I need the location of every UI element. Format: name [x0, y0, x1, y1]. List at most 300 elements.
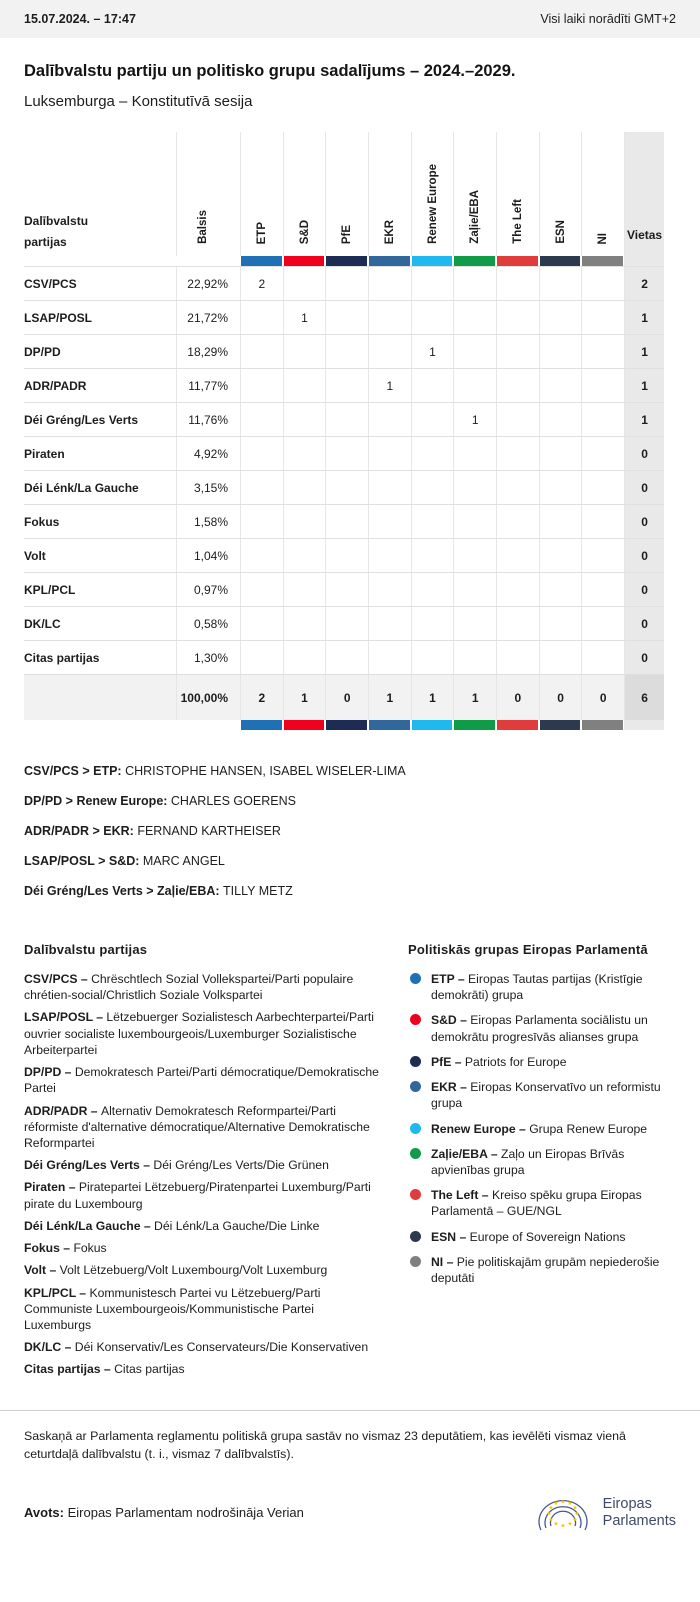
table-row	[24, 640, 664, 674]
strip-spacer	[24, 256, 176, 266]
ep-logo-line2: Parlaments	[602, 1512, 676, 1529]
party-legend	[24, 942, 382, 1384]
group-seats-cell	[240, 505, 283, 538]
group-seats-cell	[240, 573, 283, 606]
footer-divider	[0, 1410, 700, 1411]
group-color-strip	[411, 720, 454, 730]
group-color-strip-bar	[369, 720, 410, 730]
group-color-dot	[410, 1189, 421, 1200]
total-group-cell: 1	[283, 675, 326, 720]
group-color-strip-bar	[241, 720, 282, 730]
group-seats-cell	[453, 505, 496, 538]
seats-cell: 1	[624, 403, 664, 436]
table-row	[24, 504, 664, 538]
group-seats-cell	[581, 539, 624, 572]
party-legend-name: Fokus –	[24, 1241, 74, 1256]
votes-cell: 0,97%	[176, 573, 240, 606]
total-group-cell: 2	[240, 675, 283, 720]
seats-cell: 0	[624, 641, 664, 674]
party-column-header	[24, 132, 176, 256]
group-seats-cell	[496, 437, 539, 470]
group-seats-cell	[411, 641, 454, 674]
group-seats-cell	[240, 607, 283, 640]
group-seats-cell	[453, 471, 496, 504]
group-seats-cell	[325, 437, 368, 470]
group-seats-cell	[581, 403, 624, 436]
group-seats-cell: 1	[453, 403, 496, 436]
group-legend-item	[408, 971, 676, 1003]
party-name-cell: Déi Lénk/La Gauche	[24, 480, 139, 495]
group-seats-cell	[283, 369, 326, 402]
legends-section	[24, 942, 676, 1384]
group-seats-cell	[368, 539, 411, 572]
party-legend-name: ADR/PADR –	[24, 1103, 101, 1118]
group-column-header-label: EKR	[383, 219, 396, 244]
page-title: Dalībvalstu partiju un politisko grupu sadalījums – 2024.–2029.	[24, 62, 516, 80]
topbar	[0, 0, 700, 38]
group-seats-cell	[539, 437, 582, 470]
total-group-cell: 1	[453, 675, 496, 720]
group-seats-cell	[325, 505, 368, 538]
group-seats-cell	[496, 403, 539, 436]
group-seats-cell	[453, 539, 496, 572]
group-legend-item	[408, 1012, 676, 1044]
party-legend-item	[24, 1285, 382, 1334]
total-group-cell: 1	[368, 675, 411, 720]
group-column-header	[325, 132, 368, 256]
mep-names: MARC ANGEL	[142, 854, 225, 868]
seats-cell: 0	[624, 471, 664, 504]
votes-cell: 0,58%	[176, 607, 240, 640]
votes-cell: 11,76%	[176, 403, 240, 436]
party-legend-desc: Piratepartei Lëtzebuerg/Piratenpartei Luxemburg/Parti pirate du Luxembourg	[24, 1180, 371, 1211]
group-seats-cell	[539, 539, 582, 572]
group-seats-cell	[411, 471, 454, 504]
group-color-strip-bar	[454, 256, 495, 266]
group-seats-cell	[453, 437, 496, 470]
group-seats-cell	[411, 539, 454, 572]
group-seats-cell	[539, 403, 582, 436]
svg-text:★: ★	[573, 1510, 580, 1518]
total-group-cell: 0	[325, 675, 368, 720]
group-legend-item	[408, 1187, 676, 1219]
group-column-header-label: NI	[597, 232, 610, 244]
group-legend	[408, 942, 676, 1384]
group-seats-cell	[539, 369, 582, 402]
party-legend-name: KPL/PCL –	[24, 1285, 90, 1300]
group-seats-cell	[325, 471, 368, 504]
group-seats-cell	[368, 573, 411, 606]
total-group-cell: 0	[581, 675, 624, 720]
party-name-cell: Piraten	[24, 446, 65, 461]
group-seats-cell	[411, 267, 454, 300]
strip-spacer-seats	[624, 720, 664, 730]
group-seats-cell: 2	[240, 267, 283, 300]
group-seats-cell	[283, 641, 326, 674]
group-seats-cell	[496, 267, 539, 300]
svg-text:★: ★	[566, 1520, 573, 1528]
group-color-dot	[410, 1256, 421, 1267]
group-seats-cell	[539, 607, 582, 640]
footnote: Saskaņā ar Parlamenta reglamentu politiskā grupa sastāv no vismaz 23 deputātiem, kas ievēlēti vismaz vienā ceturtdaļā dalībvalstu (t. i., vismaz 7 dalībvalstīs).	[24, 1428, 626, 1462]
votes-cell: 1,58%	[176, 505, 240, 538]
strip-spacer	[24, 720, 176, 730]
group-seats-cell	[453, 607, 496, 640]
party-legend-item	[24, 1361, 382, 1377]
seats-cell: 0	[624, 505, 664, 538]
total-seats-cell: 6	[624, 675, 664, 720]
group-seats-cell	[325, 301, 368, 334]
group-legend-name: NI –	[431, 1254, 457, 1269]
table-row	[24, 436, 664, 470]
mep-names: FERNAND KARTHEISER	[137, 824, 281, 838]
group-seats-cell	[240, 369, 283, 402]
group-color-strip	[581, 720, 624, 730]
group-column-header	[581, 132, 624, 256]
party-name-cell: Déi Gréng/Les Verts	[24, 412, 139, 427]
total-group-cell: 1	[411, 675, 454, 720]
svg-text:★: ★	[572, 1516, 578, 1524]
group-seats-cell	[325, 607, 368, 640]
group-seats-cell	[325, 573, 368, 606]
seats-cell: 1	[624, 335, 664, 368]
votes-cell: 1,30%	[176, 641, 240, 674]
seats-cell: 2	[624, 267, 664, 300]
party-name-cell: CSV/PCS	[24, 276, 77, 291]
seats-cell: 1	[624, 301, 664, 334]
group-color-strip-bar	[326, 720, 367, 730]
votes-cell: 21,72%	[176, 301, 240, 334]
group-seats-cell	[368, 437, 411, 470]
group-seats-cell	[453, 641, 496, 674]
group-column-header	[539, 132, 582, 256]
mep-names: TILLY METZ	[223, 884, 293, 898]
party-legend-item	[24, 1179, 382, 1211]
party-legend-name: Piraten –	[24, 1180, 79, 1195]
votes-column-header	[176, 132, 240, 256]
group-column-header	[411, 132, 454, 256]
group-seats-cell	[283, 539, 326, 572]
ep-logo-text	[603, 1496, 676, 1529]
group-seats-cell	[581, 335, 624, 368]
group-column-header-label: The Left	[511, 199, 524, 244]
group-seats-cell	[411, 301, 454, 334]
group-seats-cell	[283, 267, 326, 300]
table-row	[24, 368, 664, 402]
group-legend-name: Zaļie/EBA –	[431, 1146, 501, 1161]
group-color-strip	[325, 720, 368, 730]
party-legend-item	[24, 1218, 382, 1234]
party-legend-name: LSAP/POSL –	[24, 1010, 107, 1025]
table-row	[24, 470, 664, 504]
table-total-row	[24, 674, 664, 720]
group-seats-cell	[496, 573, 539, 606]
group-color-dot	[410, 1081, 421, 1092]
total-group-cell: 0	[539, 675, 582, 720]
group-color-strip-bar	[412, 720, 453, 730]
table-row	[24, 572, 664, 606]
group-color-strip-bar	[540, 256, 581, 266]
svg-text:★: ★	[552, 1520, 559, 1528]
party-legend-name: Déi Gréng/Les Verts –	[24, 1158, 154, 1173]
group-legend-name: ESN –	[431, 1229, 470, 1244]
party-legend-desc: Chrëschtlech Sozial Vollekspartei/Parti populaire chrétien-social/Christlich Soziale Volkspartei	[24, 972, 354, 1003]
party-legend-desc: Lëtzebuerger Sozialistesch Aarbechterpartei/Parti ouvrier socialiste luxembourgeois/Luxemburger Sozialistische Arbeiterpartei	[24, 1010, 375, 1057]
ep-stars-icon	[531, 1490, 595, 1536]
results-table	[24, 132, 664, 730]
mep-line	[24, 824, 676, 838]
table-row	[24, 334, 664, 368]
group-seats-cell	[581, 301, 624, 334]
group-seats-cell	[496, 641, 539, 674]
group-color-strip-bar	[369, 256, 410, 266]
group-seats-cell	[581, 267, 624, 300]
seats-cell: 0	[624, 607, 664, 640]
table-header-row	[24, 132, 664, 256]
group-color-strip-bar	[412, 256, 453, 266]
party-legend-name: Citas partijas –	[24, 1362, 115, 1377]
party-name-cell: DK/LC	[24, 616, 61, 631]
seats-cell: 1	[624, 369, 664, 402]
strip-spacer	[176, 720, 240, 730]
group-seats-cell	[368, 267, 411, 300]
party-name-cell: DP/PD	[24, 344, 61, 359]
mep-line	[24, 794, 676, 808]
mep-mapping-label: CSV/PCS > ETP:	[24, 764, 126, 778]
group-color-strip-row-bottom	[24, 720, 664, 730]
total-votes-cell: 100,00%	[176, 675, 240, 720]
ep-logo-line1: Eiropas	[602, 1496, 652, 1513]
group-seats-cell	[496, 505, 539, 538]
group-seats-cell	[240, 437, 283, 470]
group-color-strip	[368, 720, 411, 730]
group-seats-cell	[368, 335, 411, 368]
total-party-cell	[24, 675, 176, 720]
group-color-dot	[410, 1014, 421, 1025]
group-color-strip	[539, 256, 582, 266]
group-legend-desc: Patriots for Europe	[464, 1054, 567, 1069]
group-seats-cell	[411, 505, 454, 538]
group-color-dot	[410, 1148, 421, 1159]
group-seats-cell	[368, 301, 411, 334]
group-color-dot	[410, 973, 421, 984]
seats-cell: 0	[624, 573, 664, 606]
group-seats-cell	[283, 505, 326, 538]
group-seats-cell	[581, 573, 624, 606]
group-seats-cell	[411, 607, 454, 640]
group-seats-cell	[325, 267, 368, 300]
group-seats-cell	[411, 437, 454, 470]
mep-line	[24, 854, 676, 868]
group-legend-desc: Zaļo un Eiropas Brīvās apvienības grupa	[431, 1146, 625, 1177]
group-seats-cell	[581, 607, 624, 640]
mep-mapping-label: ADR/PADR > EKR:	[24, 824, 138, 838]
votes-cell: 4,92%	[176, 437, 240, 470]
party-legend-desc: Alternativ Demokratesch Reformpartei/Parti réformiste d'alternative démocratique/Alternative Demokratische Reformpartei	[24, 1103, 370, 1150]
total-group-cell: 0	[496, 675, 539, 720]
group-seats-cell	[539, 641, 582, 674]
party-name-cell: Fokus	[24, 514, 60, 529]
group-color-strip-bar	[284, 256, 325, 266]
party-name-cell: ADR/PADR	[24, 378, 87, 393]
group-seats-cell	[368, 641, 411, 674]
group-legend-item	[408, 1146, 676, 1178]
svg-text:★: ★	[545, 1510, 552, 1518]
group-seats-cell	[283, 403, 326, 436]
group-column-header-label: PfE	[341, 224, 354, 244]
table-row	[24, 300, 664, 334]
group-legend-heading: Politiskās grupas Eiropas Parlamentā	[408, 942, 648, 957]
group-column-header	[496, 132, 539, 256]
group-legend-item	[408, 1054, 676, 1070]
seats-column-header: Vietas	[624, 132, 664, 256]
source-line	[24, 1505, 304, 1520]
votes-cell: 11,77%	[176, 369, 240, 402]
group-seats-cell	[283, 335, 326, 368]
party-legend-item	[24, 1240, 382, 1256]
votes-cell: 18,29%	[176, 335, 240, 368]
group-seats-cell	[539, 301, 582, 334]
party-name-cell: Citas partijas	[24, 650, 100, 665]
group-legend-desc: Eiropas Konservatīvo un reformistu grupa	[431, 1080, 661, 1111]
group-column-header	[453, 132, 496, 256]
group-seats-cell	[325, 369, 368, 402]
group-color-strip	[240, 256, 283, 266]
mep-names: CHRISTOPHE HANSEN, ISABEL WISELER-LIMA	[125, 764, 406, 778]
group-color-strip	[581, 256, 624, 266]
group-legend-item	[408, 1121, 676, 1137]
group-seats-cell	[581, 369, 624, 402]
group-legend-desc: Pie politiskajām grupām nepiederošie deputāti	[431, 1254, 660, 1286]
group-column-header	[283, 132, 326, 256]
group-seats-cell	[240, 539, 283, 572]
table-row	[24, 266, 664, 300]
group-color-strip	[496, 720, 539, 730]
svg-text:★: ★	[559, 1522, 566, 1530]
group-seats-cell	[581, 505, 624, 538]
group-seats-cell	[240, 471, 283, 504]
group-color-strip	[411, 256, 454, 266]
group-seats-cell	[581, 471, 624, 504]
group-seats-cell	[496, 369, 539, 402]
group-seats-cell	[325, 403, 368, 436]
seats-cell: 0	[624, 539, 664, 572]
group-legend-name: PfE –	[431, 1054, 465, 1069]
group-color-strip-bar	[497, 720, 538, 730]
group-seats-cell: 1	[368, 369, 411, 402]
group-column-header-label: S&D	[298, 219, 311, 244]
group-seats-cell	[240, 641, 283, 674]
party-legend-name: Volt –	[24, 1263, 60, 1278]
group-seats-cell	[368, 505, 411, 538]
group-color-strip	[368, 256, 411, 266]
party-legend-name: DP/PD –	[24, 1065, 75, 1080]
group-seats-cell	[453, 573, 496, 606]
group-seats-cell	[240, 403, 283, 436]
datetime-label: 15.07.2024. – 17:47	[24, 12, 136, 26]
svg-text:★: ★	[552, 1499, 559, 1507]
party-legend-name: CSV/PCS –	[24, 972, 92, 986]
party-legend-desc: Kommunistesch Partei vu Lëtzebuerg/Parti Communiste Luxembourgeois/Kommunistische Partei Luxemburgs	[24, 1285, 321, 1332]
group-seats-cell	[453, 301, 496, 334]
group-seats-cell	[283, 573, 326, 606]
group-color-dot	[410, 1056, 421, 1067]
party-legend-desc: Déi Lénk/La Gauche/Die Linke	[154, 1218, 320, 1233]
group-seats-cell	[453, 267, 496, 300]
group-column-header-label: ETP	[255, 221, 268, 244]
group-color-strip-bar	[497, 256, 538, 266]
group-legend-name: The Left –	[431, 1188, 492, 1203]
group-seats-cell	[581, 641, 624, 674]
party-legend-items	[24, 971, 382, 1378]
group-legend-desc: Europe of Sovereign Nations	[469, 1229, 626, 1244]
mep-list	[24, 764, 676, 898]
group-color-strip-bar	[241, 256, 282, 266]
group-seats-cell	[325, 539, 368, 572]
party-legend-item	[24, 971, 382, 1003]
group-seats-cell	[368, 471, 411, 504]
group-legend-items	[408, 971, 676, 1286]
group-legend-name: S&D –	[431, 1013, 471, 1028]
group-seats-cell	[368, 403, 411, 436]
group-seats-cell	[539, 471, 582, 504]
group-seats-cell	[496, 471, 539, 504]
group-seats-cell	[539, 335, 582, 368]
party-name-cell: Volt	[24, 548, 46, 563]
group-color-strip	[283, 720, 326, 730]
group-legend-desc: Eiropas Tautas partijas (Kristīgie demokrāti) grupa	[431, 972, 643, 1003]
strip-spacer-seats	[624, 256, 664, 266]
source-label: Avots:	[24, 1505, 64, 1521]
mep-mapping-label: Déi Gréng/Les Verts > Zaļie/EBA:	[24, 884, 224, 898]
group-seats-cell	[539, 505, 582, 538]
party-legend-item	[24, 1009, 382, 1058]
timezone-note: Visi laiki norādīti GMT+2	[540, 12, 676, 26]
party-legend-item	[24, 1339, 382, 1355]
group-legend-name: EKR –	[431, 1080, 471, 1095]
mep-line	[24, 884, 676, 898]
group-seats-cell	[411, 573, 454, 606]
votes-cell: 22,92%	[176, 267, 240, 300]
party-legend-heading: Dalībvalstu partijas	[24, 942, 148, 957]
party-legend-name: DK/LC –	[24, 1340, 75, 1355]
group-color-strip	[453, 256, 496, 266]
group-seats-cell	[240, 301, 283, 334]
party-legend-desc: Volt Lëtzebuerg/Volt Luxembourg/Volt Luxemburg	[59, 1263, 328, 1278]
group-legend-item	[408, 1229, 676, 1245]
footer	[24, 1490, 676, 1536]
group-seats-cell	[411, 403, 454, 436]
group-color-strip	[325, 256, 368, 266]
group-legend-desc: Eiropas Parlamenta sociālistu un demokrātu progresīvās alianses grupa	[431, 1013, 648, 1044]
group-legend-desc: Kreiso spēku grupa Eiropas Parlamentā – GUE/NGL	[431, 1188, 642, 1219]
group-seats-cell	[496, 539, 539, 572]
group-color-strip	[240, 720, 283, 730]
table-row	[24, 538, 664, 572]
party-legend-item	[24, 1103, 382, 1152]
group-seats-cell	[283, 437, 326, 470]
group-column-header-label: ESN	[554, 220, 567, 244]
group-legend-item	[408, 1079, 676, 1111]
group-color-strip	[539, 720, 582, 730]
party-legend-desc: Fokus	[73, 1241, 107, 1256]
group-color-strip-bar	[326, 256, 367, 266]
group-color-strip	[453, 720, 496, 730]
group-seats-cell: 1	[411, 335, 454, 368]
group-seats-cell	[539, 267, 582, 300]
group-seats-cell	[496, 301, 539, 334]
mep-line	[24, 764, 676, 778]
